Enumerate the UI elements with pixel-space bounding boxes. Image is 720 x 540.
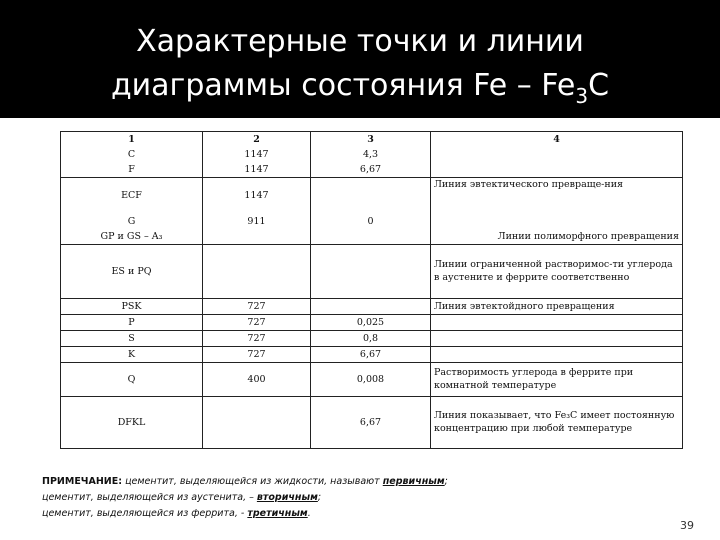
concentration-cell [311, 178, 431, 214]
temperature-cell [203, 244, 311, 298]
table-row [61, 330, 683, 346]
temperature-cell: 727 [203, 298, 311, 314]
title-line-2-end: C [588, 68, 610, 103]
table-row [61, 346, 683, 362]
concentration-cell: 6,67 [311, 346, 431, 362]
concentration-cell: 0,008 [311, 362, 431, 396]
header-cell: 2 [203, 132, 311, 148]
table-row [61, 229, 683, 245]
temperature-cell: 1147 [203, 162, 311, 178]
table-row [61, 244, 683, 298]
point-name-cell: G [61, 214, 203, 229]
description-cell: Растворимость углерода в феррите при комнатной температуре [431, 362, 683, 396]
point-name-cell: ES и PQ [61, 244, 203, 298]
concentration-cell [311, 244, 431, 298]
table-row [61, 162, 683, 178]
table-row [61, 314, 683, 330]
note-line-2 [42, 490, 682, 506]
point-name-cell: PSK [61, 298, 203, 314]
description-cell: Линии полиморфного превращения [431, 229, 683, 245]
table-row [61, 298, 683, 314]
note-text: цементит, выделяющейся из феррита, - [42, 508, 245, 519]
note-label: ПРИМЕЧАНИЕ: [42, 476, 123, 487]
title-line-2: диаграммы состояния Fe – Fe [110, 68, 576, 103]
table-row [61, 214, 683, 229]
table-header-row [61, 132, 683, 148]
temperature-cell: 1147 [203, 147, 311, 162]
note-line-3 [42, 506, 682, 522]
description-cell [431, 330, 683, 346]
note-text: цементит, выделяющейся из жидкости, называют [125, 476, 380, 487]
description-cell [431, 346, 683, 362]
description-cell [431, 314, 683, 330]
table-row [61, 147, 683, 162]
temperature-cell: 400 [203, 362, 311, 396]
description-cell: Линия эвтектического превраще-ния [431, 178, 683, 214]
slide-title [40, 20, 680, 108]
note-text: цементит, выделяющейся из аустенита, – [42, 492, 254, 503]
concentration-cell: 0,8 [311, 330, 431, 346]
note-line-1 [42, 474, 682, 490]
title-line-1: Характерные точки и линии [136, 24, 584, 59]
note-punct: ; [317, 492, 322, 503]
note-term-primary: первичным [382, 476, 445, 487]
temperature-cell: 911 [203, 214, 311, 229]
note-punct: . [307, 508, 311, 519]
description-cell: Линия показывает, что Fe₃C имеет постоянную концентрацию при любой температуре [431, 396, 683, 448]
points-lines-table [60, 131, 683, 449]
slide-header [0, 0, 720, 118]
header-cell: 4 [431, 132, 683, 148]
temperature-cell: 727 [203, 346, 311, 362]
point-name-cell: K [61, 346, 203, 362]
table-row [61, 396, 683, 448]
point-name-cell: S [61, 330, 203, 346]
description-cell: Линия эвтектойдного превращения [431, 298, 683, 314]
cementite-note [42, 474, 682, 522]
temperature-cell [203, 396, 311, 448]
concentration-cell [311, 229, 431, 245]
point-name-cell: ECF [61, 178, 203, 214]
concentration-cell [311, 298, 431, 314]
title-subscript: 3 [575, 84, 589, 108]
note-term-tertiary: третичным [247, 508, 308, 519]
description-cell: Линии ограниченной растворимос-ти углерода в аустените и феррите соответственно [431, 244, 683, 298]
temperature-cell: 727 [203, 330, 311, 346]
description-cell [431, 162, 683, 178]
description-cell [431, 147, 683, 162]
temperature-cell: 727 [203, 314, 311, 330]
table-row [61, 178, 683, 214]
point-name-cell: GP и GS – A₃ [61, 229, 203, 245]
temperature-cell [203, 229, 311, 245]
point-name-cell: Q [61, 362, 203, 396]
note-punct: ; [444, 476, 448, 487]
point-name-cell: P [61, 314, 203, 330]
concentration-cell: 6,67 [311, 396, 431, 448]
point-name-cell: DFKL [61, 396, 203, 448]
point-name-cell: C [61, 147, 203, 162]
concentration-cell: 0,025 [311, 314, 431, 330]
description-cell [431, 214, 683, 229]
point-name-cell: F [61, 162, 203, 178]
concentration-cell: 4,3 [311, 147, 431, 162]
table-row [61, 362, 683, 396]
header-cell: 3 [311, 132, 431, 148]
temperature-cell: 1147 [203, 178, 311, 214]
page-number: 39 [680, 519, 694, 532]
concentration-cell: 0 [311, 214, 431, 229]
header-cell: 1 [61, 132, 203, 148]
note-term-secondary: вторичным [256, 492, 318, 503]
concentration-cell: 6,67 [311, 162, 431, 178]
